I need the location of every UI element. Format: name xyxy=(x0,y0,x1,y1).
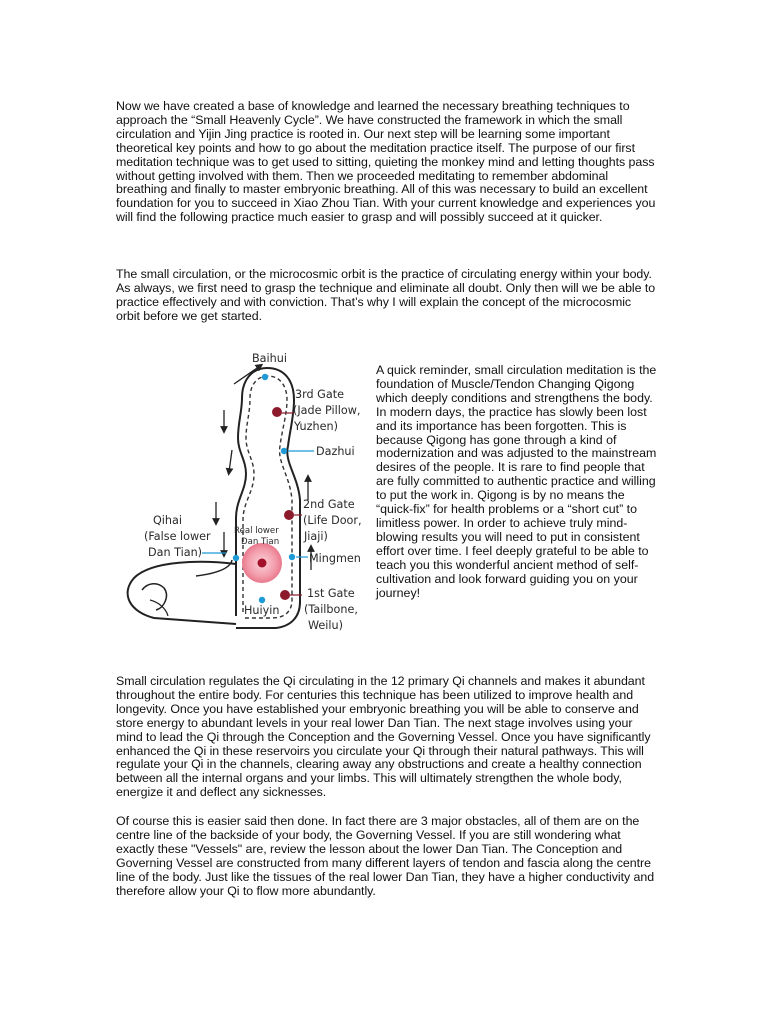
gate2-line2: Jiaji) xyxy=(304,530,328,543)
huiyin-label: Huiyin xyxy=(244,604,280,617)
dantian-line1: Real lower xyxy=(234,526,279,536)
gate1-line2: Weilu) xyxy=(308,619,343,632)
gate2-line1: (Life Door, xyxy=(303,514,362,527)
gate2-dot xyxy=(284,510,294,520)
dan-tian-core xyxy=(258,559,267,568)
dantian-line2: Dan Tian xyxy=(241,537,280,547)
baihui-label: Baihui xyxy=(252,352,287,365)
intro-paragraph: Now we have created a base of knowledge and learned the necessary breathing techniques to approach the “Small Heavenly Cycle”. We have constructed the framework in which the small circulation and Yijin Jing practice is rooted in. Our next step will be learning some important theoretical key points and how to go about the meditation practice itself. The purpose of our first meditation technique was to get used to sitting, quieting the monkey mind and letting thoughts pass without getting involved with them. Then we proceeded meditating to remember abdominal breathing and finally to master embryonic breathing. All of this was necessary to build an excellent foundation for you to succeed in Xiao Zhou Tian. With your current knowledge and experiences you will find the following practice much easier to grasp and will possibly succeed at it quicker. xyxy=(116,99,656,225)
gate1-line1: (Tailbone, xyxy=(304,603,358,616)
flow-arrow xyxy=(229,450,232,472)
reminder-paragraph: A quick reminder, small circulation meditation is the foundation of Muscle/Tendon Changing Qigong which deeply conditions and strengthens the body. In modern days, the practice has slowly been lost and its importance has been forgotten. This is because Qigong has gone through a kind of modernization and was adjusted to the mainstream desires of the people. It is rare to find people that are fully committed to authentic practice and willing to put the work in. Qigong is by no means the “quick-fix” for health problems or a “short cut” to limitless power. In order to achieve truly mind-blowing results you will need to put in consistent effort over time. I feel deeply grateful to be able to teach you this wonderful ancient method of self-cultivation and look forward guiding you on your journey! xyxy=(376,363,657,600)
microcosmic-orbit-paragraph: The small circulation, or the microcosmic orbit is the practice of circulating energy within your body. As always, we first need to grasp the technique and eliminate all doubt. Only then will we be able to practice effectively and with conviction. That’s why I will explain the concept of the microcosmic orbit before we get started. xyxy=(116,267,656,323)
qihai-point xyxy=(233,555,239,561)
gate3-title: 3rd Gate xyxy=(295,388,344,401)
regulation-paragraph: Small circulation regulates the Qi circulating in the 12 primary Qi channels and makes it abundant throughout the entire body. For centuries this technique has been utilized to improve health and longevity. Once you have established your embryonic breathing you will be able to conserve and store energy to abundant levels in your real lower Dan Tian. The next stage involves using your mind to lead the Qi through the Conception and the Governing Vessel. Once you have significantly enhanced the Qi in these reservoirs you circulate your Qi through their natural pathways. This will regulate your Qi in the channels, clearing away any obstructions and create a healthy connection between all the internal organs and your limbs. This will ultimately strengthen the whole body, energize it and deflect any sicknesses. xyxy=(116,674,651,800)
gate3-dot xyxy=(272,407,282,417)
qihai-line1: Qihai xyxy=(153,514,182,527)
gate3-line2: Yuzhen) xyxy=(294,420,338,433)
flow-arrow xyxy=(234,366,260,384)
qihai-line3: Dan Tian) xyxy=(148,546,203,559)
mingmen-point xyxy=(289,554,295,560)
mingmen-label: Mingmen xyxy=(309,552,361,565)
obstacles-paragraph: Of course this is easier said then done. In fact there are 3 major obstacles, all of them are on the centre line of the backside of your body, the Governing Vessel. If you are still wondering what exactly these "Vessels" are, review the lesson about the lower Dan Tian. The Conception and Governing Vessel are constructed from many different layers of tendon and fascia along the centre line of the body. Just like the tissues of the real lower Dan Tian, they have a higher conductivity and therefore allow your Qi to flow more abundantly. xyxy=(116,814,655,898)
gate1-title: 1st Gate xyxy=(307,587,355,600)
small-circulation-diagram xyxy=(112,350,374,642)
gate3-line1: (Jade Pillow, xyxy=(293,404,361,417)
gate1-dot xyxy=(280,590,290,600)
body-outline xyxy=(236,368,300,628)
huiyin-point xyxy=(259,597,265,603)
gate2-title: 2nd Gate xyxy=(303,498,355,511)
dazhui-point xyxy=(281,448,287,454)
qihai-line2: (False lower xyxy=(144,530,211,543)
baihui-point xyxy=(262,374,268,380)
dazhui-label: Dazhui xyxy=(316,445,355,458)
